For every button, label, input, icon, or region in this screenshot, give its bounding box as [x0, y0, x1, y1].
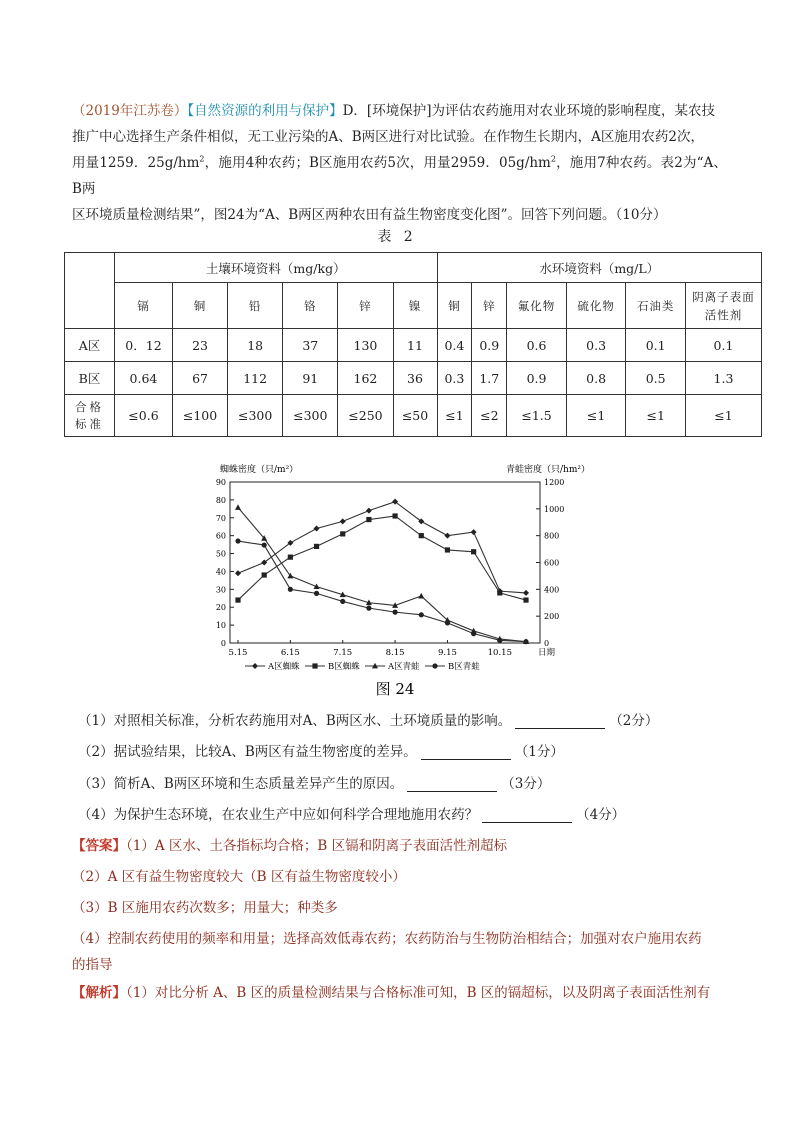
series-line — [238, 502, 526, 593]
answer-blank[interactable] — [482, 809, 572, 823]
x-tick-label: 7.15 — [333, 648, 353, 658]
left-tick-label: 90 — [215, 478, 226, 487]
answer-2: （2）A 区有益生物密度较大（B 区有益生物密度较小） — [72, 869, 406, 885]
answer-blank[interactable] — [421, 746, 511, 760]
data-point — [444, 533, 450, 539]
cell: 0.64 — [115, 362, 173, 395]
x-tick-label: 5.15 — [228, 648, 248, 658]
x-tick-label: 10.15 — [487, 648, 512, 658]
data-table — [64, 252, 762, 437]
legend-label: A区蜘蛛 — [268, 662, 300, 672]
legend-marker — [312, 663, 317, 668]
source-year: （2019年江苏卷） — [72, 103, 188, 119]
question-intro — [72, 98, 727, 228]
cell: 0.1 — [626, 329, 686, 362]
plot-frame — [230, 482, 540, 643]
left-tick-label: 50 — [215, 549, 226, 559]
row-label: A区 — [65, 329, 115, 362]
cell: 0.5 — [626, 362, 686, 395]
x-tick-label: 8.15 — [385, 648, 405, 658]
data-point — [235, 570, 241, 576]
answer-blank[interactable] — [515, 715, 605, 729]
cell: ≤1.5 — [507, 395, 567, 437]
data-point — [262, 542, 267, 547]
cell: ≤1 — [437, 395, 472, 437]
column-header: 锌 — [338, 283, 393, 329]
cell: 37 — [283, 329, 338, 362]
cell: 0．12 — [115, 329, 173, 362]
data-point — [340, 518, 346, 524]
cell: 0.4 — [437, 329, 472, 362]
intro-line-4: 区环境质量检测结果”，图24为“A、B两区两种农田有益生物密度变化图”。回答下列问题。（10分） — [72, 207, 667, 223]
answer-section — [72, 833, 727, 1006]
left-tick-label: 0 — [220, 639, 226, 648]
cell: ≤1 — [566, 395, 626, 437]
cell: 91 — [283, 362, 338, 395]
cell: 130 — [338, 329, 393, 362]
cell: 11 — [393, 329, 437, 362]
data-point — [523, 639, 528, 644]
intro-line-1: D．[环境保护]为评估农药施用对农业环境的影响程度，某农技 — [342, 103, 715, 119]
cell: 162 — [338, 362, 393, 395]
cell: ≤1 — [686, 395, 762, 437]
column-header: 铜 — [172, 283, 227, 329]
cell: 0.3 — [566, 329, 626, 362]
score: （3分） — [501, 776, 551, 792]
cell: 0.6 — [507, 329, 567, 362]
data-point — [340, 531, 345, 536]
intro-line-2: 推广中心选择生产条件相似，无工业污染的A、B两区进行对比试验。在作物生长期内，A区施用农药2次， — [72, 129, 705, 145]
question-3 — [78, 772, 550, 796]
data-point — [340, 599, 345, 604]
data-point — [392, 513, 397, 518]
cell: ≤300 — [283, 395, 338, 437]
legend-marker — [252, 663, 258, 669]
cell: ≤100 — [172, 395, 227, 437]
data-point — [366, 517, 371, 522]
cell: ≤300 — [228, 395, 283, 437]
series-line — [238, 541, 526, 642]
right-tick-label: 1000 — [544, 504, 565, 514]
data-point — [419, 612, 424, 617]
answer-blank[interactable] — [407, 778, 497, 792]
table-corner — [65, 253, 115, 329]
question-text: （2）据试验结果，比较A、B两区有益生物密度的差异。 — [78, 744, 417, 760]
row-label: 合格标准 — [65, 395, 115, 437]
data-point — [471, 549, 476, 554]
data-point — [262, 572, 267, 577]
data-point — [471, 631, 476, 636]
legend-marker — [432, 663, 437, 668]
data-point — [445, 547, 450, 552]
data-point — [366, 606, 371, 611]
analysis-text: （1）对比分析 A、B 区的质量检测结果与合格标准可知，B 区的镉超标，以及阴离子表面活性剂有 — [126, 985, 711, 1001]
left-axis-label: 蜘蛛密度（只/m²） — [220, 465, 299, 475]
cell: 23 — [172, 329, 227, 362]
data-point — [471, 529, 477, 535]
data-point — [523, 597, 528, 602]
intro-line-3c: ，施用7种农药。表2为“A、B两 — [72, 155, 727, 197]
data-point — [497, 638, 502, 643]
column-header: 铅 — [228, 283, 283, 329]
left-tick-label: 80 — [215, 495, 226, 505]
right-tick-label: 0 — [544, 639, 550, 648]
cell: 1.3 — [686, 362, 762, 395]
table-row — [65, 329, 762, 362]
left-tick-label: 40 — [215, 567, 226, 577]
left-tick-label: 10 — [215, 621, 226, 631]
left-tick-label: 70 — [215, 513, 226, 523]
data-point — [418, 593, 424, 599]
column-header: 镉 — [115, 283, 173, 329]
cell: 18 — [228, 329, 283, 362]
answer-3: （3）B 区施用农药次数多；用量大；种类多 — [72, 900, 338, 916]
column-header: 铜 — [437, 283, 472, 329]
question-text: （3）简析A、B两区环境和生态质量差异产生的原因。 — [78, 776, 404, 792]
column-header: 石油类 — [626, 283, 686, 329]
figure-title: 图 24 — [375, 680, 415, 698]
question-text: （4）为保护生态环境，在农业生产中应如何科学合理地施用农药？ — [78, 807, 479, 823]
column-header: 阴离子表面活性剂 — [686, 283, 762, 329]
x-axis-label: 日期 — [538, 648, 556, 658]
data-point — [314, 526, 320, 532]
score: （1分） — [514, 744, 564, 760]
x-tick-label: 6.15 — [280, 648, 300, 658]
column-header: 氟化物 — [507, 283, 567, 329]
table-row — [65, 395, 762, 437]
data-point — [314, 544, 319, 549]
cell: 0.3 — [437, 362, 472, 395]
question-2 — [78, 740, 564, 764]
cell: 67 — [172, 362, 227, 395]
right-tick-label: 600 — [544, 558, 560, 568]
legend-label: B区蜘蛛 — [328, 662, 360, 672]
data-point — [366, 508, 372, 514]
superscript: 2 — [199, 154, 205, 164]
data-point — [235, 597, 240, 602]
cell: 0.9 — [472, 329, 507, 362]
score: （2分） — [609, 713, 659, 729]
answer-4: （4）控制农药使用的频率和用量；选择高效低毒农药；农药防治与生物防治相结合；加强对农户施用农药 — [72, 931, 702, 947]
cell: 112 — [228, 362, 283, 395]
data-point — [235, 538, 240, 543]
chart-canvas — [195, 460, 595, 700]
cell: ≤0.6 — [115, 395, 173, 437]
intro-line-3b: ，施用4种农药；B区施用农药5次，用量2959．05g/hm — [204, 155, 551, 171]
question-4 — [78, 803, 625, 827]
data-point — [235, 504, 241, 510]
right-tick-label: 400 — [544, 585, 560, 595]
cell: 36 — [393, 362, 437, 395]
left-tick-label: 20 — [215, 603, 226, 613]
question-1 — [78, 709, 658, 733]
soil-group-header: 土壤环境资料（mg/kg） — [115, 253, 438, 283]
cell: 1.7 — [472, 362, 507, 395]
data-point — [288, 587, 293, 592]
answer-tag: 【答案】 — [72, 838, 126, 854]
column-header: 镍 — [393, 283, 437, 329]
right-tick-label: 200 — [544, 612, 560, 622]
answer-1: （1）A 区水、土各指标均合格；B 区镉和阴离子表面活性剂超标 — [126, 838, 508, 854]
score: （4分） — [576, 807, 626, 823]
cell: 0.8 — [566, 362, 626, 395]
left-tick-label: 30 — [215, 585, 226, 595]
left-tick-label: 60 — [215, 531, 226, 541]
superscript: 2 — [550, 154, 556, 164]
right-axis-label: 青蛙密度（只/hm²） — [506, 465, 590, 475]
right-tick-label: 800 — [544, 531, 560, 541]
legend-label: A区青蛙 — [388, 662, 420, 672]
intro-line-3a: 用量1259．25g/hm — [72, 155, 200, 171]
data-point — [445, 620, 450, 625]
table-row — [65, 362, 762, 395]
data-point — [288, 555, 293, 560]
cell: ≤1 — [626, 395, 686, 437]
column-header: 硫化物 — [566, 283, 626, 329]
cell: 0.1 — [686, 329, 762, 362]
answer-4-cont: 的指导 — [72, 957, 113, 973]
column-header: 锌 — [472, 283, 507, 329]
cell: ≤250 — [338, 395, 393, 437]
water-group-header: 水环境资料（mg/L） — [437, 253, 762, 283]
data-point — [392, 610, 397, 615]
row-label: B区 — [65, 362, 115, 395]
table-title: 表 2 — [377, 229, 417, 245]
column-header: 铬 — [283, 283, 338, 329]
cell: 0.9 — [507, 362, 567, 395]
right-tick-label: 1200 — [544, 478, 565, 487]
data-point — [523, 590, 529, 596]
data-point — [314, 591, 319, 596]
analysis-tag: 【解析】 — [72, 985, 126, 1001]
data-point — [419, 533, 424, 538]
legend-label: B区青蛙 — [448, 662, 480, 672]
question-text: （1）对照相关标准，分析农药施用对A、B两区水、土环境质量的影响。 — [78, 713, 512, 729]
cell: ≤2 — [472, 395, 507, 437]
source-topic: 【自然资源的利用与保护】 — [187, 103, 343, 119]
series-line — [238, 516, 526, 600]
x-tick-label: 9.15 — [437, 648, 457, 658]
data-point — [497, 590, 502, 595]
density-chart — [195, 460, 595, 700]
cell: ≤50 — [393, 395, 437, 437]
